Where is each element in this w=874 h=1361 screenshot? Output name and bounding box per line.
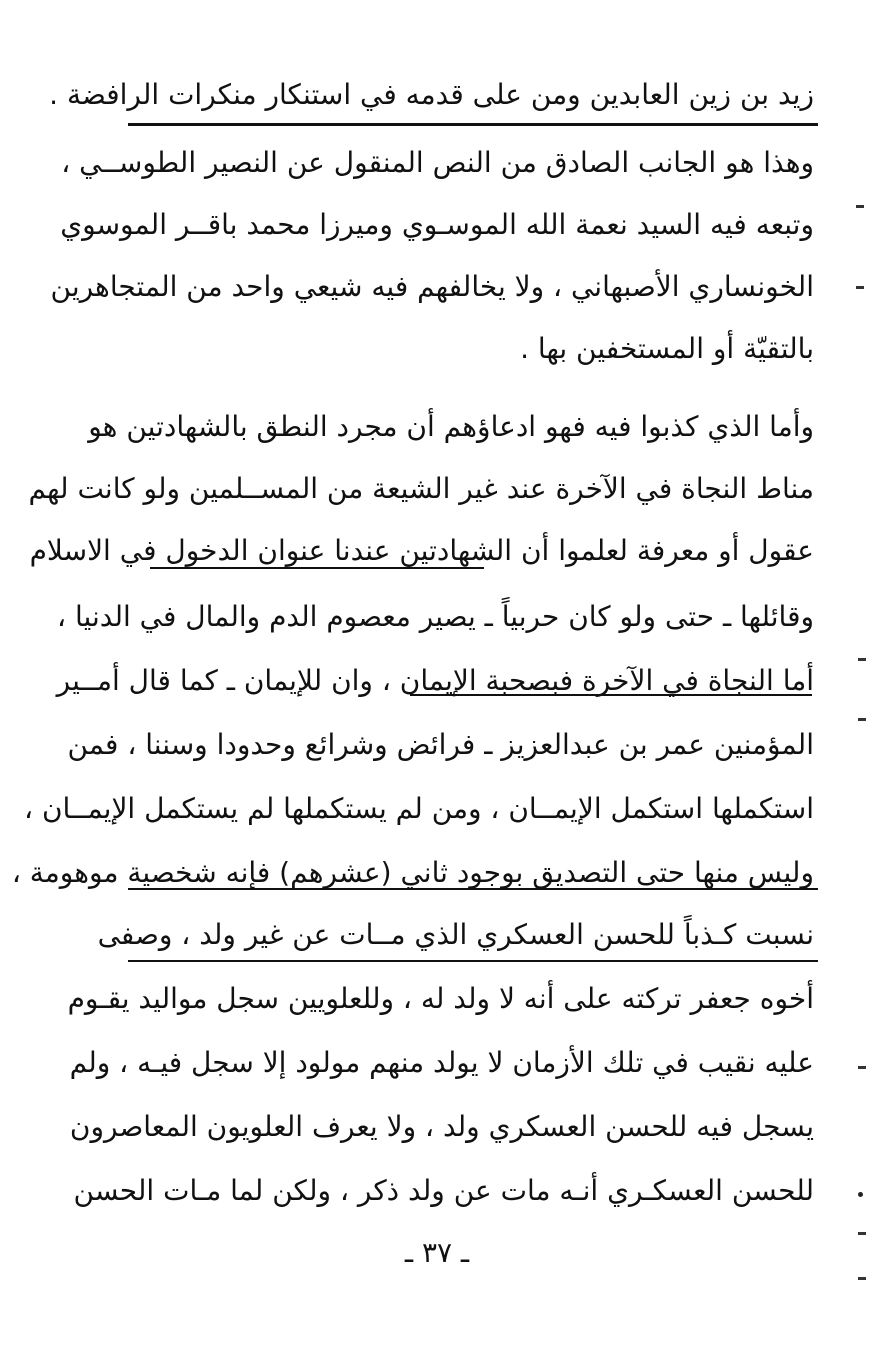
header-line: زيد بن زين العابدين ومن على قدمه في استنكار منكرات الرافضة .: [49, 78, 814, 111]
paragraph-line: الخونساري الأصبهاني ، ولا يخالفهم فيه شيعي واحد من المتجاهرين: [50, 270, 814, 303]
paragraph-line: نسبت كـذباً للحسن العسكري الذي مــات عن غير ولد ، وصفى: [97, 918, 814, 951]
scan-dot: [858, 1192, 863, 1197]
paragraph-line: عليه نقيب في تلك الأزمان لا يولد منهم مولود إلا سجل فيـه ، ولم: [69, 1046, 814, 1079]
paragraph-line: مناط النجاة في الآخرة عند غير الشيعة من المســلمين ولو كانت لهم: [28, 472, 814, 505]
underline-section: [128, 888, 818, 890]
paragraph-line: وهذا هو الجانب الصادق من النص المنقول عن النصير الطوســي ،: [61, 146, 814, 179]
scan-mark: [858, 1066, 866, 1069]
scan-mark: [858, 1277, 866, 1280]
paragraph-line: وليس منها حتى التصديق بوجود ثاني (عشرهم) فإنه شخصية موهومة ،: [11, 856, 814, 889]
paragraph-line: يسجل فيه للحسن العسكري ولد ، ولا يعرف العلويون المعاصرون: [69, 1110, 814, 1143]
scan-mark: [856, 286, 864, 289]
header-rule: [128, 123, 818, 126]
paragraph-line: وتبعه فيه السيد نعمة الله الموسـوي وميرزا محمد باقــر الموسوي: [60, 208, 814, 241]
page-number: ـ ٣٧ ـ: [404, 1236, 470, 1269]
paragraph-line: المؤمنين عمر بن عبدالعزيز ـ فرائض وشرائع وحدودا وسننا ، فمن: [67, 728, 814, 761]
underline-islam: [150, 567, 484, 569]
paragraph-line: للحسن العسكـري أنـه مات عن ولد ذكر ، ولكن لما مـات الحسن: [73, 1174, 814, 1207]
paragraph-line: أخوه جعفر تركته على أنه لا ولد له ، وللعلويين سجل مواليد يقـوم: [67, 982, 814, 1015]
scan-mark: [858, 1232, 866, 1235]
paragraph-line: أما النجاة في الآخرة فبصحبة الإيمان ، وان للإيمان ـ كما قال أمــير: [56, 664, 814, 697]
underline-iman: [410, 694, 812, 696]
scan-mark: [856, 205, 864, 208]
paragraph-line: استكملها استكمل الإيمــان ، ومن لم يستكملها لم يستكمل الإيمــان ،: [24, 792, 814, 825]
scan-mark: [858, 658, 866, 661]
paragraph-line: وأما الذي كذبوا فيه فهو ادعاؤهم أن مجرد النطق بالشهادتين هو: [88, 410, 814, 443]
paragraph-line: عقول أو معرفة لعلموا أن الشهادتين عندنا عنوان الدخول في الاسلام: [29, 534, 814, 567]
paragraph-line: بالتقيّة أو المستخفين بها .: [520, 332, 814, 365]
scan-mark: [858, 718, 866, 721]
paragraph-line: وقائلها ـ حتى ولو كان حربياً ـ يصير معصوم الدم والمال في الدنيا ،: [57, 600, 814, 633]
